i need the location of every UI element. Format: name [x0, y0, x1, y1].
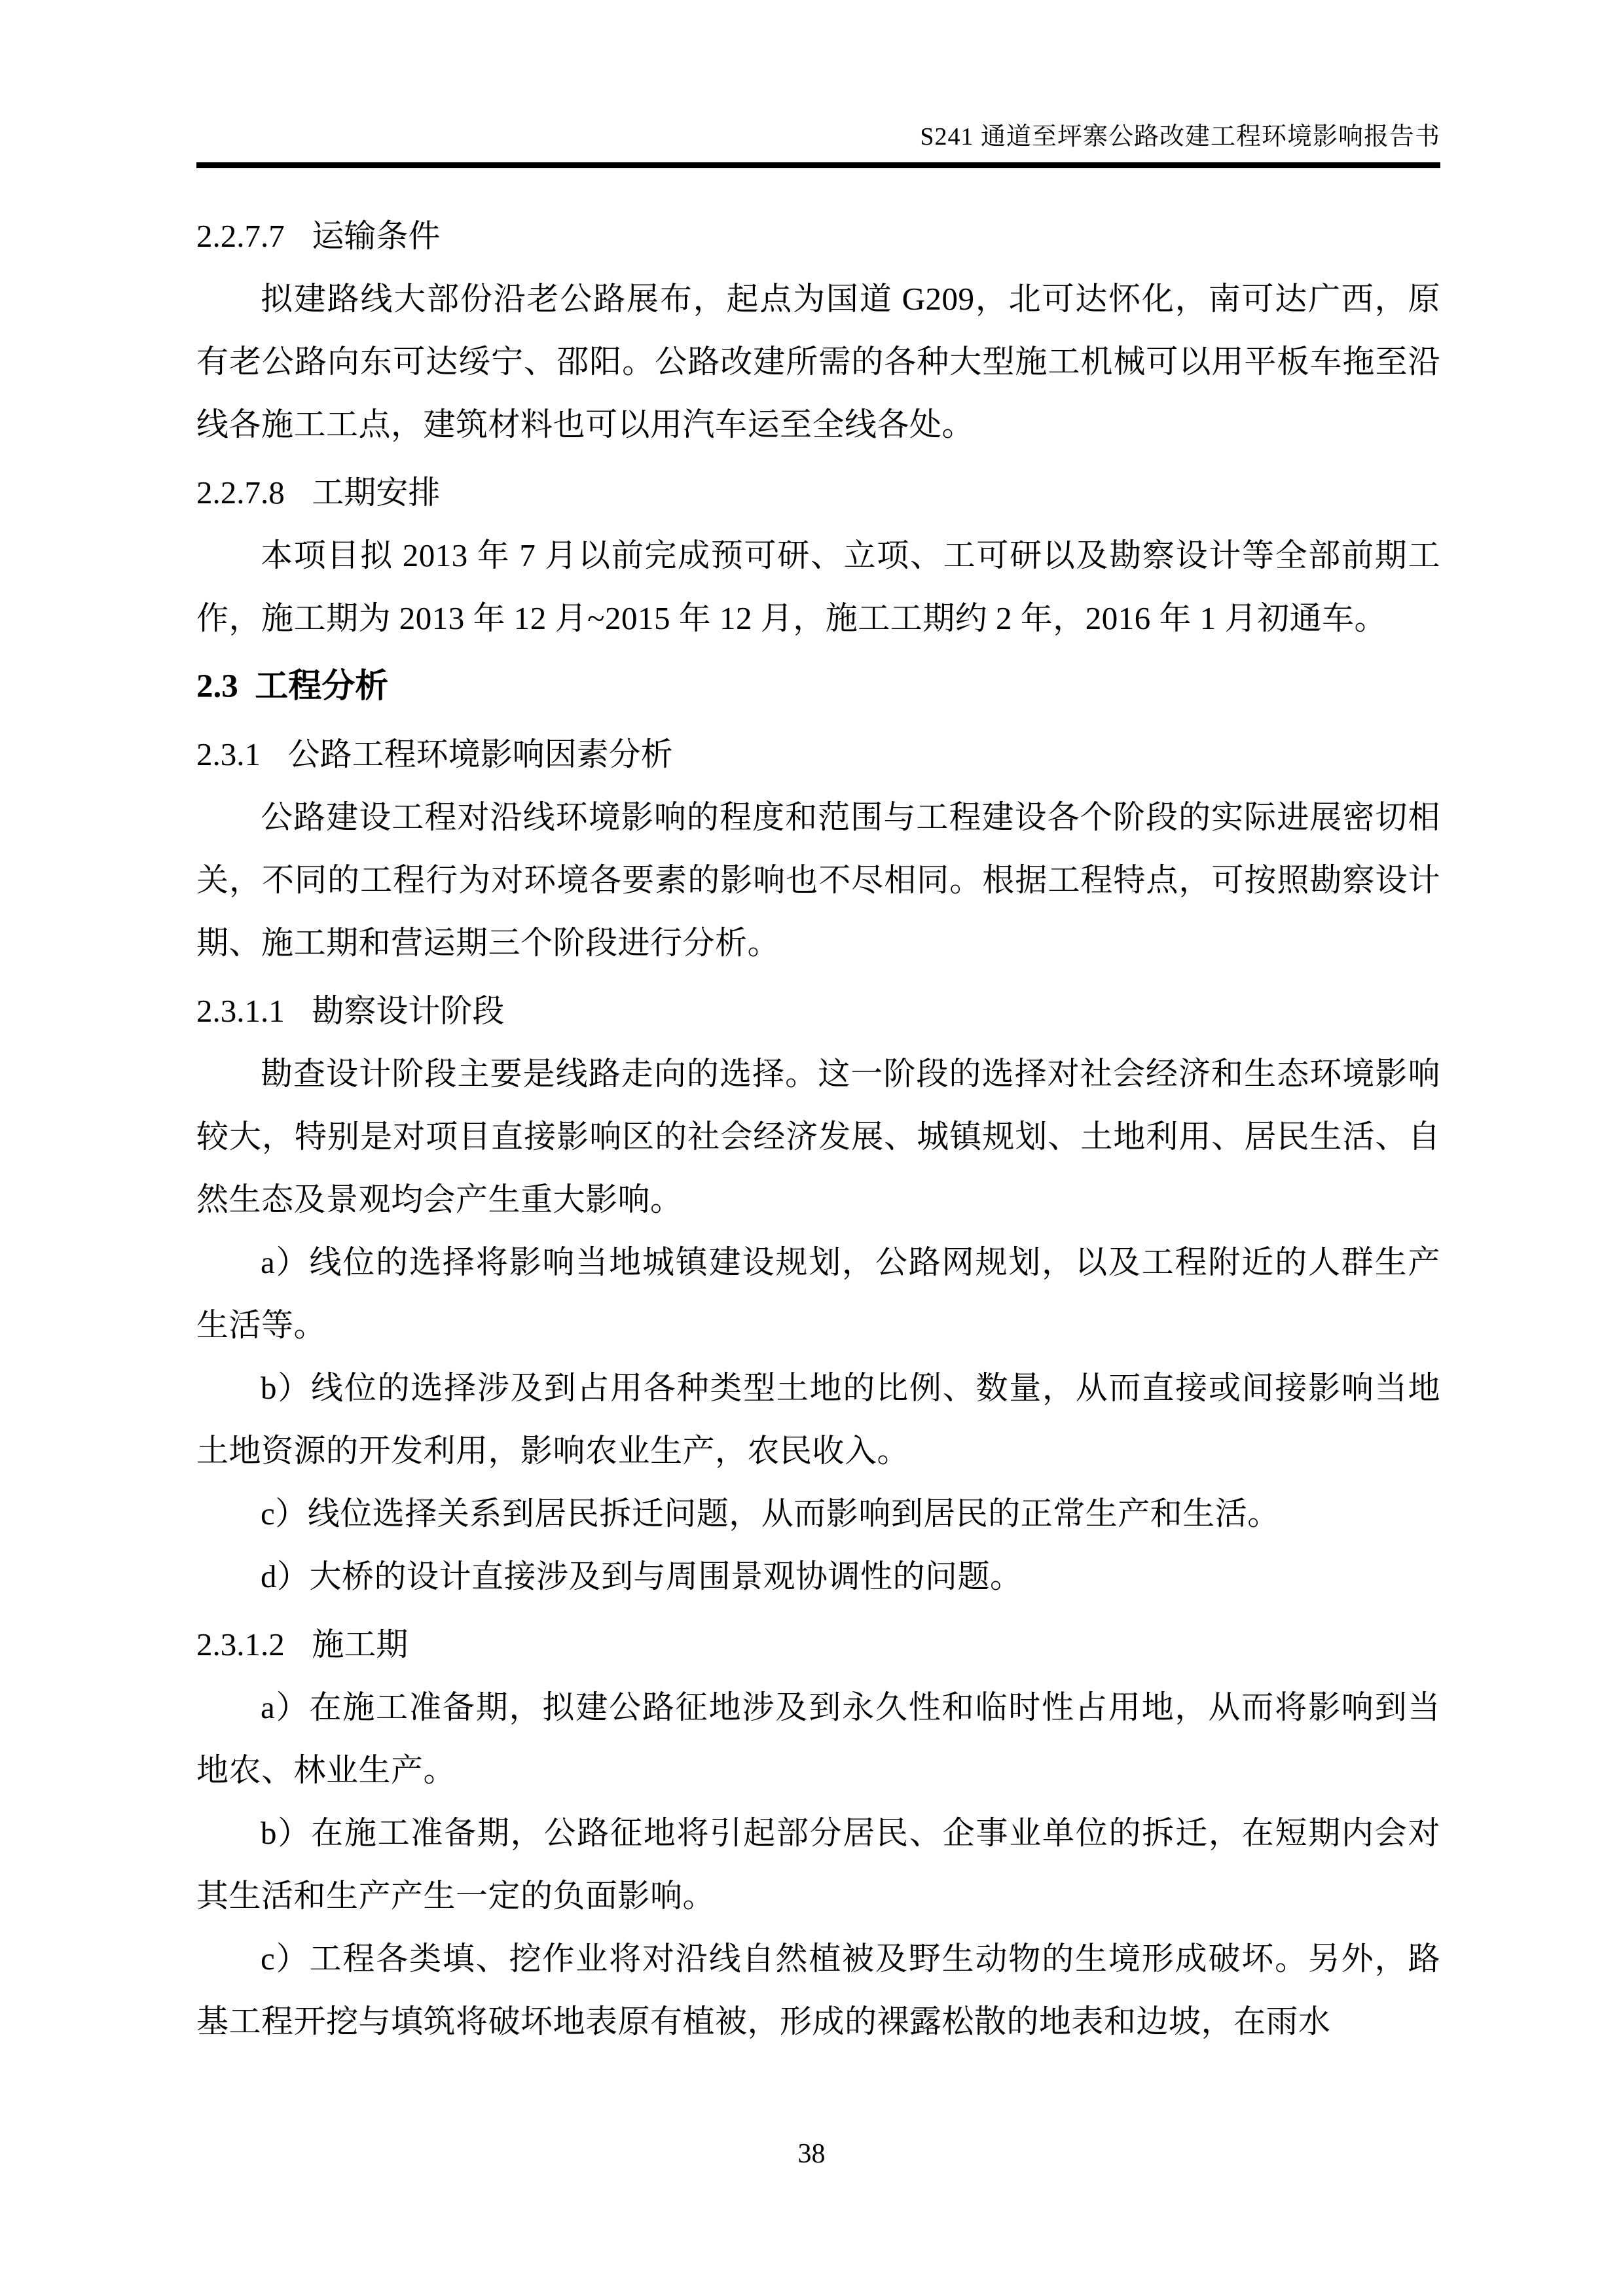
heading-number: 2.2.7.8: [196, 475, 285, 511]
heading-title: 运输条件: [312, 218, 441, 254]
heading-2-2-7-8: [196, 461, 1440, 524]
paragraph-construction-a: a）在施工准备期，拟建公路征地涉及到永久性和临时性占用地，从而将影响到当地农、林业生产。: [196, 1689, 1440, 1788]
paragraph-construction-c: c）工程各类填、挖作业将对沿线自然植被及野生动物的生境形成破坏。另外，路基工程开挖与填筑将破坏地表原有植被，形成的裸露松散的地表和边坡，在雨水: [196, 1941, 1440, 2039]
paragraph-survey-design: 勘查设计阶段主要是线路走向的选择。这一阶段的选择对社会经济和生态环境影响较大，特别是对项目直接影响区的社会经济发展、城镇规划、土地利用、居民生活、自然生态及景观均会产生重大影响。: [196, 1056, 1440, 1217]
heading-2-3-1-2: [196, 1613, 1440, 1676]
heading-2-2-7-7: [196, 205, 1440, 268]
page-footer: [0, 2138, 1623, 2170]
heading-number: 2.3.1.2: [196, 1626, 285, 1662]
paragraph-item-b: b）线位的选择涉及到占用各种类型土地的比例、数量，从而直接或间接影响当地土地资源的开发利用，影响农业生产，农民收入。: [196, 1370, 1440, 1469]
heading-number: 2.3.1: [196, 736, 261, 772]
paragraph-construction-b: b）在施工准备期，公路征地将引起部分居民、企事业单位的拆迁，在短期内会对其生活和生产产生一定的负面影响。: [196, 1815, 1440, 1914]
heading-2-3-1: [196, 723, 1440, 786]
paragraph-schedule: 本项目拟 2013 年 7 月以前完成预可研、立项、工可研以及勘察设计等全部前期工作，施工期为 2013 年 12 月~2015 年 12 月，施工工期约 2 年，2016 年 1 月初通车。: [196, 537, 1440, 636]
heading-title: 勘察设计阶段: [312, 993, 505, 1029]
heading-number: 2.2.7.7: [196, 218, 285, 254]
heading-number: 2.3: [196, 668, 238, 705]
heading-2-3-1-1: [196, 980, 1440, 1043]
heading-title: 工程分析: [255, 668, 389, 705]
paragraph-impact-factors: 公路建设工程对沿线环境影响的程度和范围与工程建设各个阶段的实际进展密切相关，不同的工程行为对环境各要素的影响也不尽相同。根据工程特点，可按照勘察设计期、施工期和营运期三个阶段进行分析。: [196, 799, 1440, 961]
heading-2-3: [196, 655, 1440, 718]
page-number: 38: [797, 2139, 826, 2169]
heading-title: 施工期: [312, 1626, 409, 1662]
header-title: S241 通道至坪寨公路改建工程环境影响报告书: [920, 123, 1440, 151]
paragraph-transport-conditions: 拟建路线大部份沿老公路展布，起点为国道 G209，北可达怀化，南可达广西，原有老公路向东可达绥宁、邵阳。公路改建所需的各种大型施工机械可以用平板车拖至沿线各施工工点，建筑材料也可以用汽车运至全线各处。: [196, 281, 1440, 442]
paragraph-item-d: d）大桥的设计直接涉及到与周围景观协调性的问题。: [261, 1558, 1023, 1594]
heading-number: 2.3.1.1: [196, 993, 285, 1029]
paragraph-item-a: a）线位的选择将影响当地城镇建设规划，公路网规划，以及工程附近的人群生产生活等。: [196, 1244, 1440, 1343]
paragraph-item-c: c）线位选择关系到居民拆迁问题，从而影响到居民的正常生产和生活。: [261, 1496, 1280, 1532]
heading-title: 工期安排: [312, 475, 441, 511]
heading-title: 公路工程环境影响因素分析: [287, 736, 673, 772]
page-header: [196, 0, 1440, 168]
